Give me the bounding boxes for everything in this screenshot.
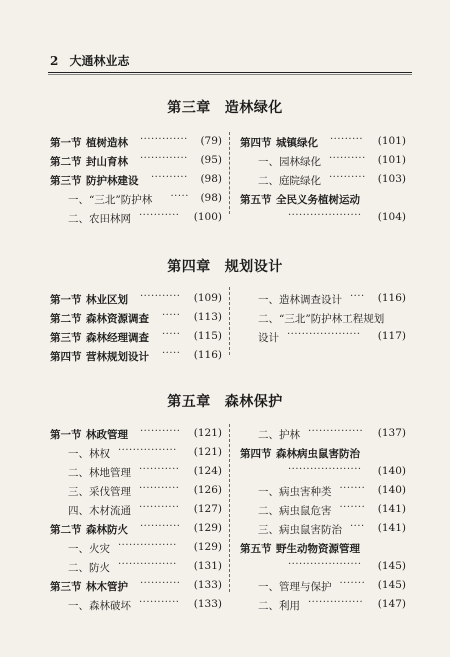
page-ref: (133) [193,579,222,591]
leader-dots: ··········· [140,578,181,589]
toc-entry [50,189,222,208]
page-ref: (113) [193,311,222,323]
toc-entry [50,519,222,538]
leader-dots: ···················· [288,464,362,475]
section-title [240,446,360,461]
section-number: 第三节 [50,332,82,344]
section-title [50,349,149,364]
toc-entry [50,289,222,308]
subsection-title: 一、园林绿化 [258,156,321,168]
section-number: 第五节 [240,194,272,206]
page-ref: (98) [200,192,222,204]
toc-entry [50,462,222,481]
page-ref: (141) [377,522,406,534]
toc-entry [50,595,222,614]
toc-entry [240,189,406,208]
toc-column-right [240,132,406,227]
section-title [50,311,149,326]
section-label: 林业区划 [86,294,128,306]
section-title [240,192,360,207]
page-ref: (121) [193,446,222,458]
toc-column-left [50,132,222,227]
chapter-title: 造林绿化 [224,100,283,116]
section-label: 全民义务植树运动 [276,194,360,206]
leader-dots: ···················· [287,329,361,340]
toc-entry [240,595,406,614]
page-ref: (147) [377,598,406,610]
toc-entry [240,170,406,189]
page-ref: (117) [377,330,406,342]
column-divider [229,287,230,355]
page-ref: (126) [193,484,222,496]
column-divider [229,132,230,214]
header-rule [48,72,412,73]
toc-entry [50,576,222,595]
section-number: 第二节 [50,524,82,536]
section-label: 野生动物资源管理 [276,543,360,555]
leader-dots: ···················· [288,559,362,570]
chapter-title: 规划设计 [224,259,283,275]
toc-entry [240,443,406,462]
section-title [50,330,149,345]
leader-dots: ···················· [288,210,362,221]
page-ref: (127) [193,503,222,515]
toc-entry [240,576,406,595]
page-ref: (103) [377,173,406,185]
subsection-title: 二、利用 [258,600,300,612]
running-header [50,52,130,69]
section-title [240,541,360,556]
leader-dots: ···· [350,291,365,302]
leader-dots: ··········· [139,597,180,608]
toc-column-right [240,289,406,346]
section-title [50,579,128,594]
section-label: 防护林建设 [86,175,139,187]
subsection-title: 二、农田林网 [68,213,131,225]
page-ref: (109) [193,292,222,304]
subsection-title: 二、林地管理 [68,467,131,479]
page-ref: (145) [377,579,406,591]
page-ref: (104) [377,211,406,223]
subsection-title: 一、林权 [68,448,110,460]
chapter-heading [0,256,450,276]
section-label: 城镇绿化 [276,137,318,149]
leader-dots: ··········· [140,426,181,437]
toc-entry [50,443,222,462]
toc-entry [240,538,406,557]
toc-column-left [50,424,222,614]
toc-entry [50,170,222,189]
section-label: 营林规划设计 [86,351,149,363]
section-label: 林木管护 [86,581,128,593]
page-ref: (129) [193,522,222,534]
section-number: 第三节 [50,581,82,593]
chapter-title: 森林保护 [224,394,283,410]
subsection-title: 三、采伐管理 [68,486,131,498]
page-ref: (121) [193,427,222,439]
subsection-title: 二、护林 [258,429,300,441]
subsection-title: 设计 [258,332,279,344]
subsection-title: 一、管理与保护 [258,581,332,593]
subsection-title: 三、病虫鼠害防治 [258,524,342,536]
section-number: 第三节 [50,175,82,187]
subsection-title: 一、森林破坏 [68,600,131,612]
toc-entry [240,289,406,308]
leader-dots: ··········· [139,483,180,494]
toc-column-right [240,424,406,614]
section-number: 第四节 [240,137,272,149]
chapter-heading [0,391,450,411]
toc-column-left [50,289,222,365]
leader-dots: ····· [162,348,181,359]
leader-dots: ····· [162,329,181,340]
toc-entry [240,308,406,327]
toc-entry [50,557,222,576]
toc-entry [240,424,406,443]
toc-entry [240,557,406,576]
leader-dots: ················ [118,445,177,456]
toc-entry [240,519,406,538]
leader-dots: ······· [339,578,366,589]
toc-entry [50,500,222,519]
leader-dots: ············· [140,134,188,145]
section-number: 第四节 [50,351,82,363]
section-label: 林政管理 [86,429,128,441]
leader-dots: ·········· [329,153,366,164]
leader-dots: ··········· [139,210,180,221]
section-number: 第一节 [50,294,82,306]
toc-entry [50,538,222,557]
section-title [50,427,128,442]
chapter-heading [0,97,450,117]
toc-entry [50,132,222,151]
leader-dots: ··········· [140,291,181,302]
header-rule-thin [48,74,412,75]
page-ref: (145) [377,560,406,572]
section-number: 第一节 [50,429,82,441]
leader-dots: ······· [339,502,366,513]
leader-dots: ················ [118,540,177,551]
subsection-title: 四、木材流通 [68,505,131,517]
section-title [50,154,128,169]
leader-dots: ···· [350,521,365,532]
section-number: 第一节 [50,137,82,149]
subsection-title: 二、“三北”防护林工程规划 [258,313,385,325]
subsection-title: 一、造林调查设计 [258,294,342,306]
leader-dots: ······· [339,483,366,494]
subsection-title: 二、防火 [68,562,110,574]
toc-entry [50,481,222,500]
page-ref: (101) [377,135,406,147]
toc-entry [50,346,222,365]
leader-dots: ··············· [308,426,364,437]
page-ref: (79) [200,135,222,147]
toc-entry [50,424,222,443]
section-label: 森林防火 [86,524,128,536]
toc-entry [240,151,406,170]
section-title [240,135,318,150]
section-label: 封山育林 [86,156,128,168]
chapter-number: 第四章 [167,259,211,275]
page-ref: (140) [377,484,406,496]
leader-dots: ····· [170,191,189,202]
toc-entry [50,151,222,170]
chapter-number: 第三章 [167,100,211,116]
toc-entry [50,308,222,327]
section-title [50,292,128,307]
subsection-title: 一、火灾 [68,543,110,555]
page-ref: (116) [377,292,406,304]
toc-entry [240,208,406,227]
subsection-title: 二、病虫鼠危害 [258,505,332,517]
page-ref: (129) [193,541,222,553]
section-number: 第二节 [50,156,82,168]
toc-entry [240,132,406,151]
column-divider [229,424,230,592]
page-ref: (140) [377,465,406,477]
section-label: 森林经理调查 [86,332,149,344]
leader-dots: ··········· [140,521,181,532]
toc-entry [240,462,406,481]
toc-entry [50,208,222,227]
toc-entry [50,327,222,346]
chapter-number: 第五章 [167,394,211,410]
book-title: 大通林业志 [69,54,130,68]
subsection-title: 一、病虫害种类 [258,486,332,498]
section-title [50,135,128,150]
page-ref: (124) [193,465,222,477]
section-label: 植树造林 [86,137,128,149]
leader-dots: ··············· [308,597,364,608]
page-ref: (95) [200,154,222,166]
section-title [50,522,128,537]
page-ref: (137) [377,427,406,439]
section-number: 第二节 [50,313,82,325]
toc-entry [240,327,406,346]
section-label: 森林资源调查 [86,313,149,325]
section-number: 第四节 [240,448,272,460]
leader-dots: ··········· [139,464,180,475]
page-ref: (115) [193,330,222,342]
toc-entry [240,481,406,500]
page-ref: (100) [193,211,222,223]
subsection-title: 一、“三北”防护林 [68,194,153,206]
page-ref: (131) [193,560,222,572]
subsection-title: 二、庭院绿化 [258,175,321,187]
page-ref: (133) [193,598,222,610]
leader-dots: ·········· [329,172,366,183]
page-ref: (141) [377,503,406,515]
section-title [50,173,139,188]
leader-dots: ····· [162,310,181,321]
page-number: 2 [50,54,59,68]
leader-dots: ················ [118,559,177,570]
page-ref: (101) [377,154,406,166]
page-ref: (116) [193,349,222,361]
section-label: 森林病虫鼠害防治 [276,448,360,460]
leader-dots: ········· [330,134,364,145]
page-ref: (98) [200,173,222,185]
leader-dots: ············· [140,153,188,164]
leader-dots: ··········· [139,502,180,513]
section-number: 第五节 [240,543,272,555]
leader-dots: ·········· [151,172,188,183]
toc-entry [240,500,406,519]
